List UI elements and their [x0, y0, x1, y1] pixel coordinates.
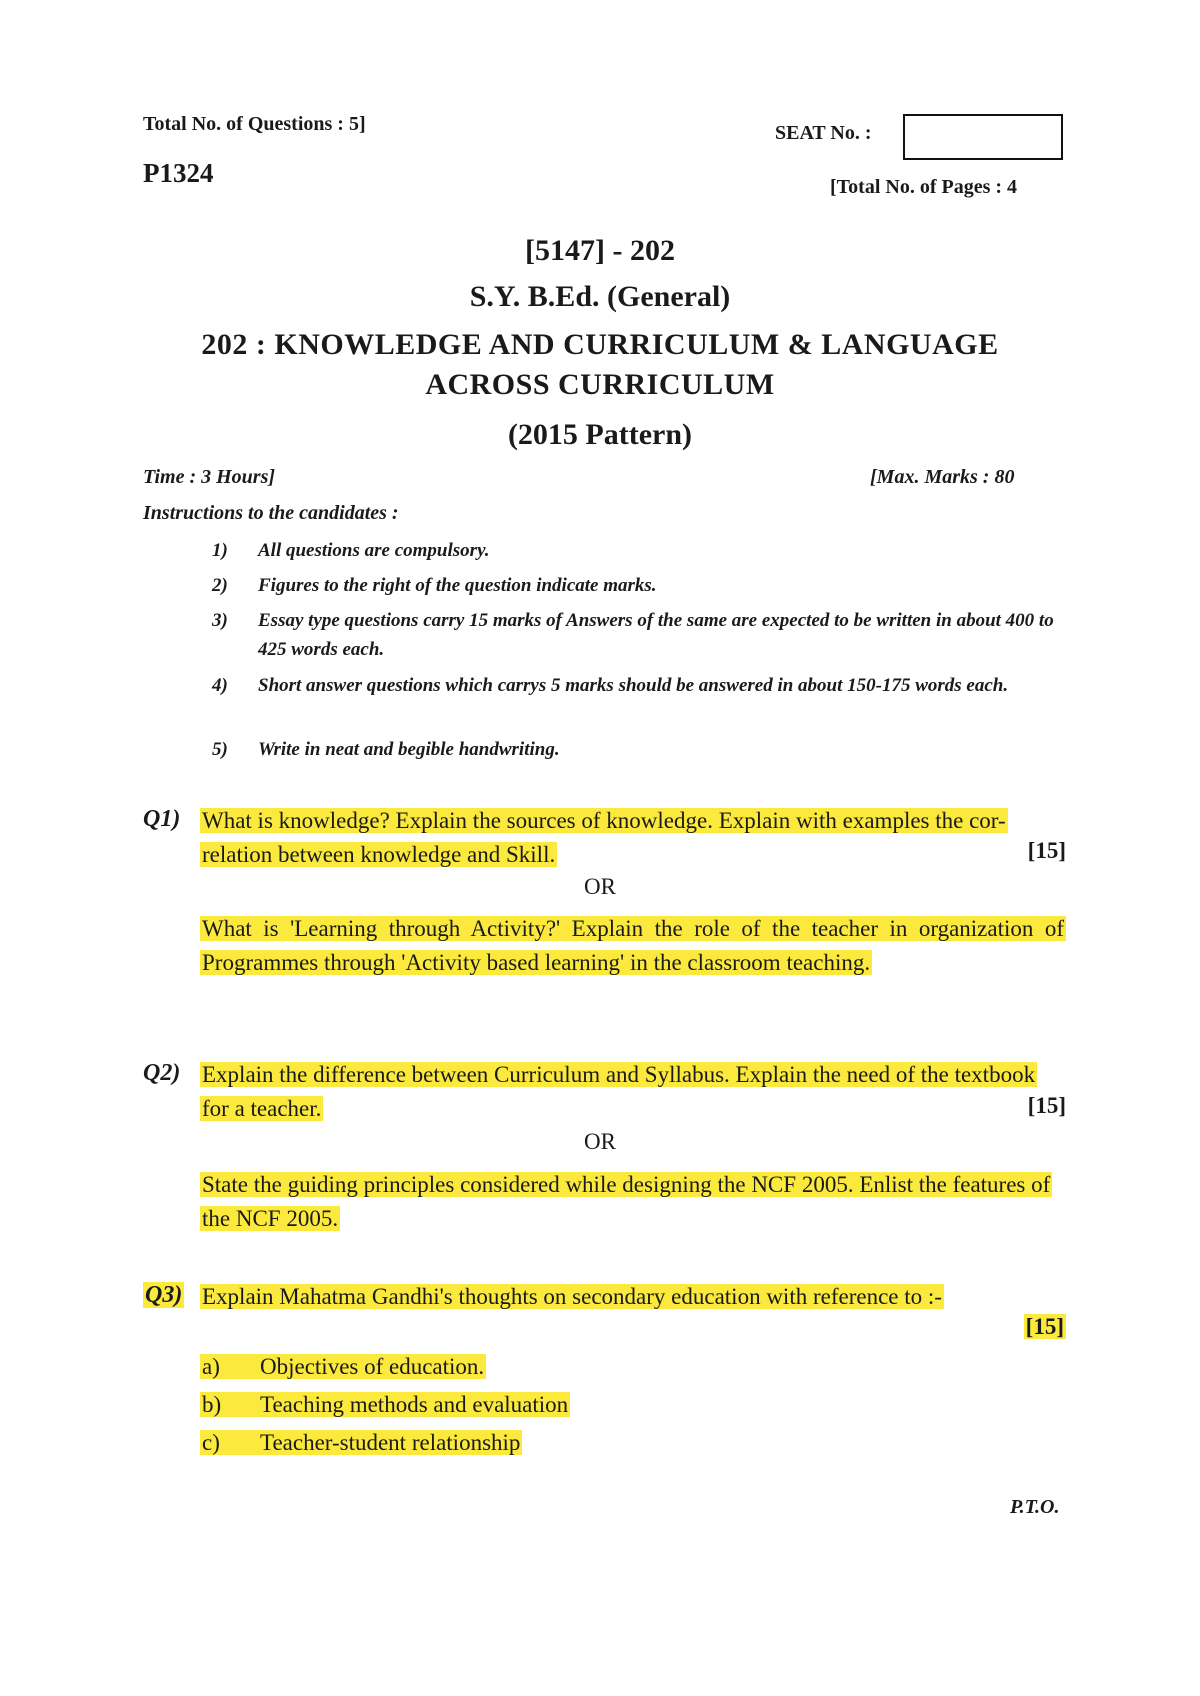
question-marks-q2: [15] — [1027, 1093, 1066, 1118]
highlighted-text: Explain Mahatma Gandhi's thoughts on secondary education with reference to :- — [202, 1284, 942, 1309]
course-title: S.Y. B.Ed. (General) — [469, 280, 731, 313]
exam-time: Time : 3 Hours] — [143, 466, 276, 488]
paper-code: P1324 — [143, 158, 214, 188]
instruction-item — [212, 536, 1072, 565]
page-turn-note: P.T.O. — [1010, 1496, 1060, 1518]
sub-question — [200, 1430, 522, 1456]
instruction-text: Write in neat and begible handwriting. — [258, 739, 560, 760]
question-label-q3 — [143, 1282, 184, 1309]
sub-question-label: a) — [202, 1354, 220, 1379]
question-text-q1 — [200, 804, 1066, 872]
total-pages: [Total No. of Pages : 4 — [830, 176, 1018, 198]
instructions-heading: Instructions to the candidates : — [143, 502, 399, 524]
sub-question-label: c) — [202, 1430, 220, 1455]
sub-question — [200, 1354, 486, 1380]
instruction-item — [212, 735, 1072, 764]
seat-number-box — [903, 114, 1063, 160]
subject-title-line1: 202 : KNOWLEDGE AND CURRICULUM & LANGUAGE — [201, 328, 999, 361]
instruction-text: Short answer questions which carrys 5 marks should be answered in about 150-175 words each. — [258, 675, 1009, 696]
instruction-item — [212, 606, 1072, 664]
sub-question — [200, 1392, 570, 1418]
instruction-number: 4) — [212, 675, 228, 696]
seat-label: SEAT No. : — [775, 122, 872, 144]
question-label-q2: Q2) — [143, 1060, 181, 1086]
instruction-number: 3) — [212, 610, 228, 631]
instruction-item — [212, 571, 1072, 600]
pattern: (2015 Pattern) — [507, 418, 693, 451]
highlighted-text: State the guiding principles considered while designing the NCF 2005. Enlist the features of the NCF 2005. — [202, 1172, 1051, 1231]
sub-question-label: b) — [202, 1392, 222, 1417]
sub-question-text: Teaching methods and evaluation — [260, 1392, 569, 1417]
highlighted-text: Explain the difference between Curriculum and Syllabus. Explain the need of the textbook for a teacher. — [202, 1062, 1036, 1121]
or-separator: OR — [584, 1129, 616, 1154]
sub-question-text: Objectives of education. — [260, 1354, 485, 1379]
sub-question-text: Teacher-student relationship — [260, 1430, 521, 1455]
highlighted-text: What is 'Learning through Activity?' Explain the role of the teacher in organization of Programmes through 'Activity based learning' in the classroom teaching. — [202, 916, 1064, 975]
question-alt-text-q1 — [200, 912, 1066, 980]
or-separator: OR — [584, 874, 616, 899]
instruction-number: 1) — [212, 540, 228, 561]
instruction-item — [212, 671, 1072, 700]
max-marks: [Max. Marks : 80 — [870, 466, 1015, 488]
exam-code: [5147] - 202 — [525, 234, 675, 267]
instruction-number: 2) — [212, 575, 228, 596]
total-questions: Total No. of Questions : 5] — [143, 113, 366, 135]
instruction-text: All questions are compulsory. — [258, 540, 490, 561]
subject-title-line2: ACROSS CURRICULUM — [425, 368, 775, 401]
instruction-number: 5) — [212, 739, 228, 760]
highlighted-text: What is knowledge? Explain the sources of knowledge. Explain with examples the cor-relation between knowledge and Skill. — [202, 808, 1006, 867]
question-marks-q1: [15] — [1027, 838, 1066, 863]
question-text-q3 — [200, 1280, 1066, 1314]
instruction-text: Figures to the right of the question indicate marks. — [258, 575, 657, 596]
highlighted-label: Q3) — [145, 1282, 183, 1308]
question-text-q2 — [200, 1058, 1066, 1126]
highlighted-marks: [15] — [1025, 1314, 1064, 1339]
question-label-q1: Q1) — [143, 806, 181, 832]
instruction-text: Essay type questions carry 15 marks of Answers of the same are expected to be written in about 400 to 425 words each. — [258, 610, 1054, 660]
question-alt-text-q2 — [200, 1168, 1066, 1236]
question-marks-q3 — [1024, 1314, 1066, 1340]
